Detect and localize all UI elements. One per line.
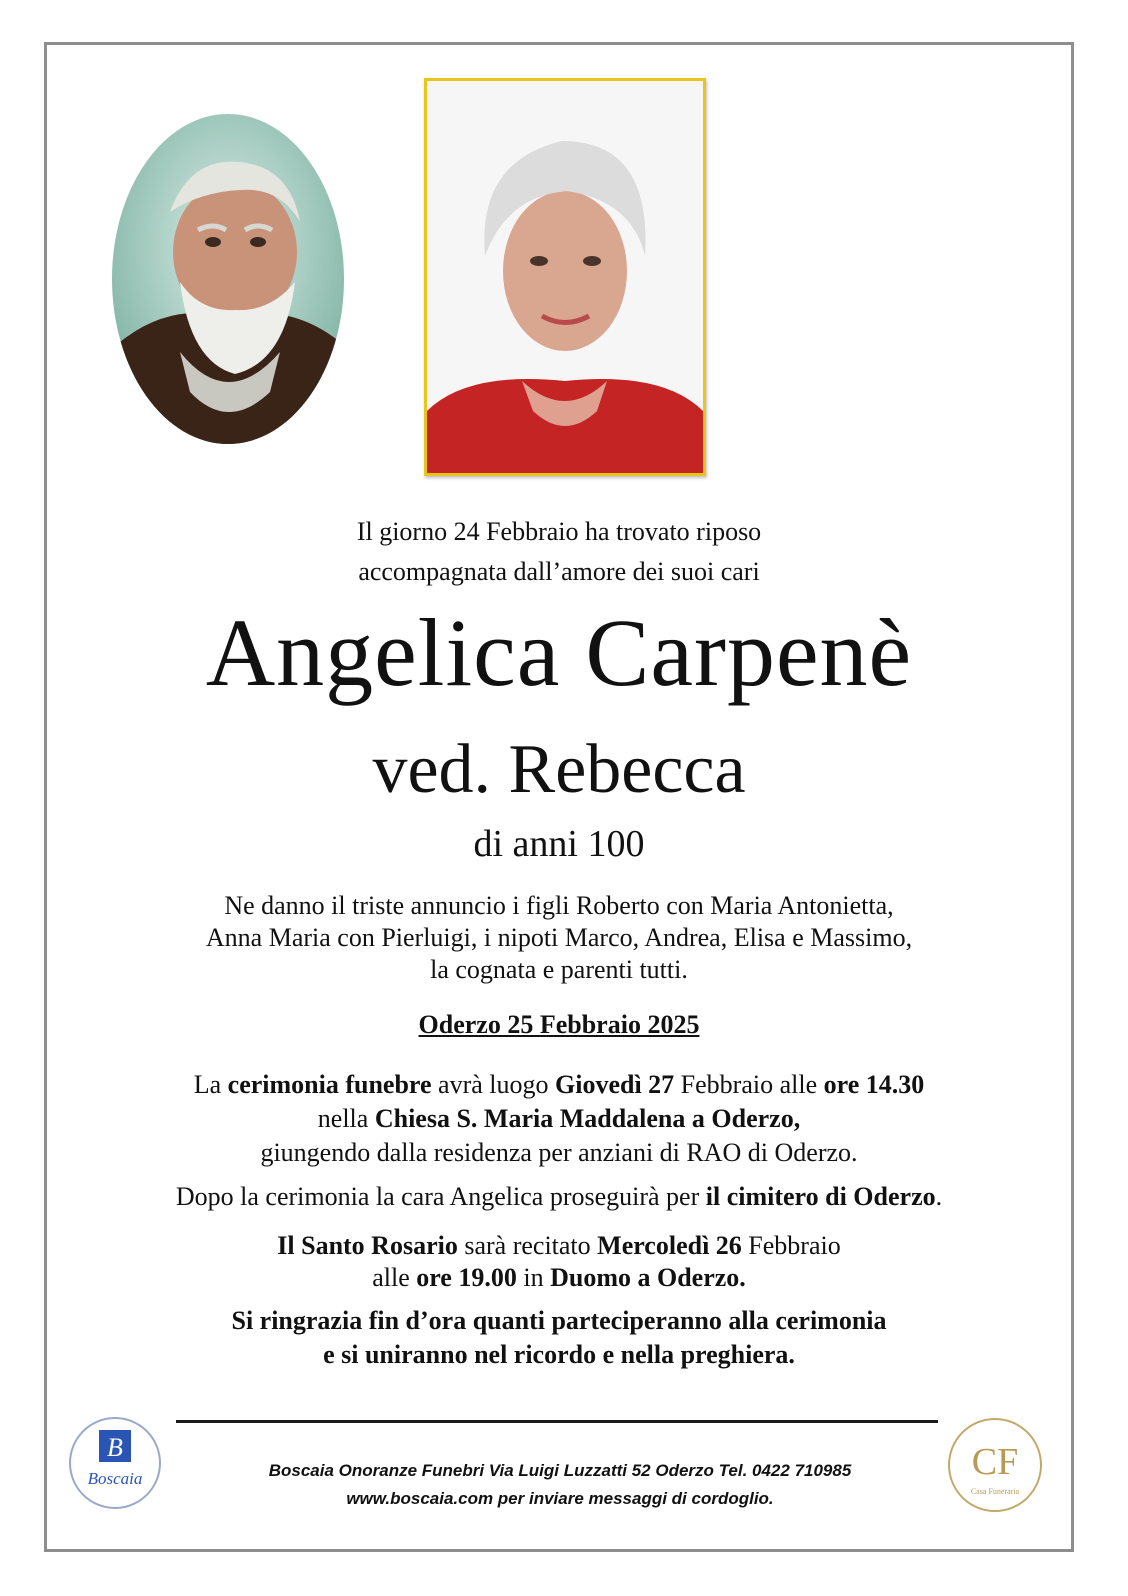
ceremony-label: cerimonia funebre — [227, 1070, 432, 1099]
widow-of: ved. Rebecca — [372, 731, 746, 808]
boscaia-logo-mark: B — [107, 1433, 123, 1462]
casa-funeraria-text: Casa Funeraria — [970, 1487, 1020, 1496]
intro-line-1: Il giorno 24 Febbraio ha trovato riposo — [356, 517, 762, 546]
thanks-text — [44, 1304, 1074, 1372]
footer-text — [170, 1457, 950, 1513]
footer-address: Boscaia Onoranze Funebri Via Luigi Luzzatti 52 Oderzo Tel. 0422 710985 — [268, 1461, 852, 1480]
ceremony-text-part: La — [193, 1070, 228, 1099]
deceased-portrait — [424, 78, 706, 476]
thanks-line-1: Si ringrazia fin d’ora quanti parteciperanno alla cerimonia — [231, 1306, 887, 1335]
rosary-time: ore 19.00 — [416, 1263, 517, 1292]
ceremony-line-3: giungendo dalla residenza per anziani di RAO di Oderzo. — [260, 1138, 858, 1167]
announcement-line-1: Ne danno il triste annuncio i figli Roberto con Maria Antonietta, — [224, 891, 894, 920]
boscaia-logo — [68, 1416, 162, 1510]
casa-funeraria-logo — [946, 1416, 1044, 1514]
thanks-line-2: e si uniranno nel ricordo e nella preghiera. — [323, 1340, 795, 1369]
ceremony-line-2 — [44, 1102, 1074, 1136]
burial-text-part: . — [935, 1182, 943, 1211]
deceased-age: di anni 100 — [473, 823, 645, 865]
ceremony-text-part: Febbraio alle — [674, 1070, 824, 1099]
burial-text — [44, 1180, 1074, 1214]
announcement-line-3: la cognata e parenti tutti. — [430, 955, 688, 984]
deceased-name: Angelica Carpenè — [205, 599, 913, 706]
ceremony-text-part: avrà luogo — [431, 1070, 555, 1099]
ceremony-day: Giovedì 27 — [555, 1070, 675, 1099]
ceremony-line-1 — [44, 1068, 1074, 1102]
ceremony-time: ore 14.30 — [823, 1070, 925, 1099]
footer-divider — [176, 1420, 938, 1423]
ceremony-church: Chiesa S. Maria Maddalena a Oderzo, — [374, 1104, 801, 1133]
rosary-text-part: sarà recitato — [457, 1231, 598, 1260]
rosary-text — [44, 1230, 1074, 1294]
burial-place: il cimitero di Oderzo — [705, 1182, 936, 1211]
boscaia-logo-text: Boscaia — [87, 1469, 143, 1488]
announcement-text — [44, 890, 1074, 986]
rosary-line-2 — [44, 1262, 1074, 1294]
rosary-day: Mercoledì 26 — [597, 1231, 742, 1260]
rosary-label: Il Santo Rosario — [277, 1231, 458, 1260]
footer-website[interactable]: www.boscaia.com per inviare messaggi di cordoglio. — [346, 1489, 774, 1508]
rosary-text-part: in — [516, 1263, 551, 1292]
announcement-line-2: Anna Maria con Pierluigi, i nipoti Marco, Andrea, Elisa e Massimo, — [205, 923, 913, 952]
rosary-line-1 — [44, 1230, 1074, 1262]
intro-text — [44, 512, 1074, 592]
saint-portrait — [110, 112, 346, 446]
casa-funeraria-mark: CF — [971, 1441, 1019, 1483]
ceremony-text-part: nella — [317, 1104, 375, 1133]
rosary-place: Duomo a Oderzo. — [550, 1263, 746, 1292]
intro-line-2: accompagnata dall’amore dei suoi cari — [358, 557, 760, 586]
ceremony-text — [44, 1068, 1074, 1170]
burial-text-part: Dopo la cerimonia la cara Angelica proseguirà per — [175, 1182, 706, 1211]
place-date: Oderzo 25 Febbraio 2025 — [418, 1010, 700, 1039]
rosary-text-part: alle — [372, 1263, 417, 1292]
rosary-text-part: Febbraio — [741, 1231, 841, 1260]
